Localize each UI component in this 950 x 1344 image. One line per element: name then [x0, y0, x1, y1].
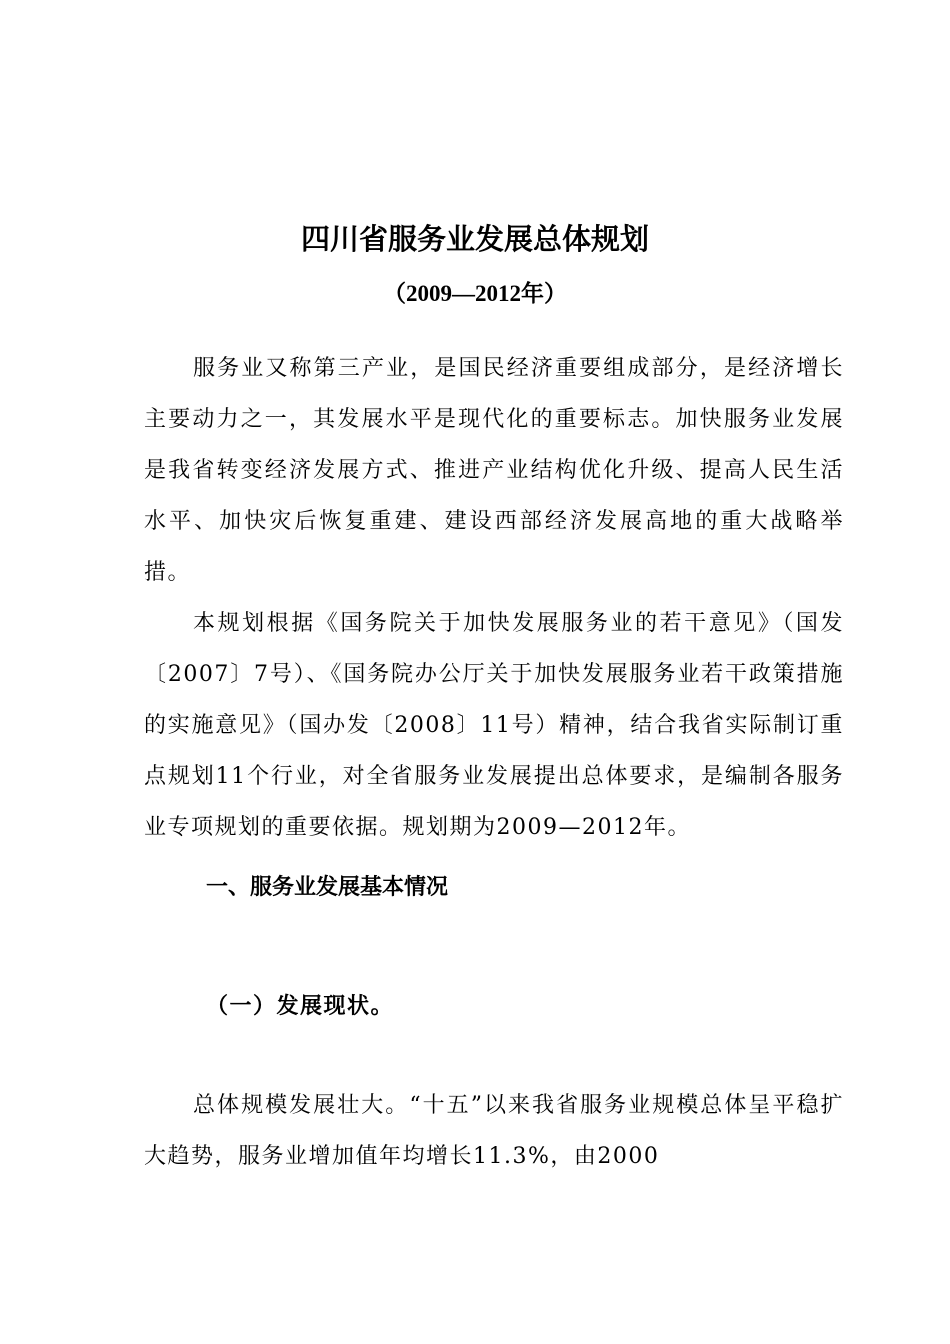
basis-paragraph: 本规划根据《国务院关于加快发展服务业的若干意见》（国发〔2007〕7号）、《国务院办公厅关于加快发展服务业若干政策措施的实施意见》（国办发〔2008〕11号）精神，结合我省实际制订重点规划11个行业，对全省服务业发展提出总体要求，是编制各服务业专项规划的重要依据。规划期为2009—2012年。: [144, 611, 844, 840]
body-paragraph: 总体规模发展壮大。“十五”以来我省服务业规模总体呈平稳扩大趋势，服务业增加值年均增长11.3%，由2000: [144, 1093, 844, 1169]
intro-paragraph: 服务业又称第三产业，是国民经济重要组成部分，是经济增长主要动力之一，其发展水平是现代化的重要标志。加快服务业发展是我省转变经济发展方式、推进产业结构优化升级、提高人民生活水平、加快灾后恢复重建、建设西部经济发展高地的重大战略举措。: [144, 356, 844, 585]
subsection-heading: （一）发展现状。: [206, 993, 395, 1019]
document-subtitle: （2009—2012年）: [383, 281, 567, 306]
document-title: 四川省服务业发展总体规划: [300, 222, 649, 257]
section-heading: 一、服务业发展基本情况: [206, 875, 449, 900]
